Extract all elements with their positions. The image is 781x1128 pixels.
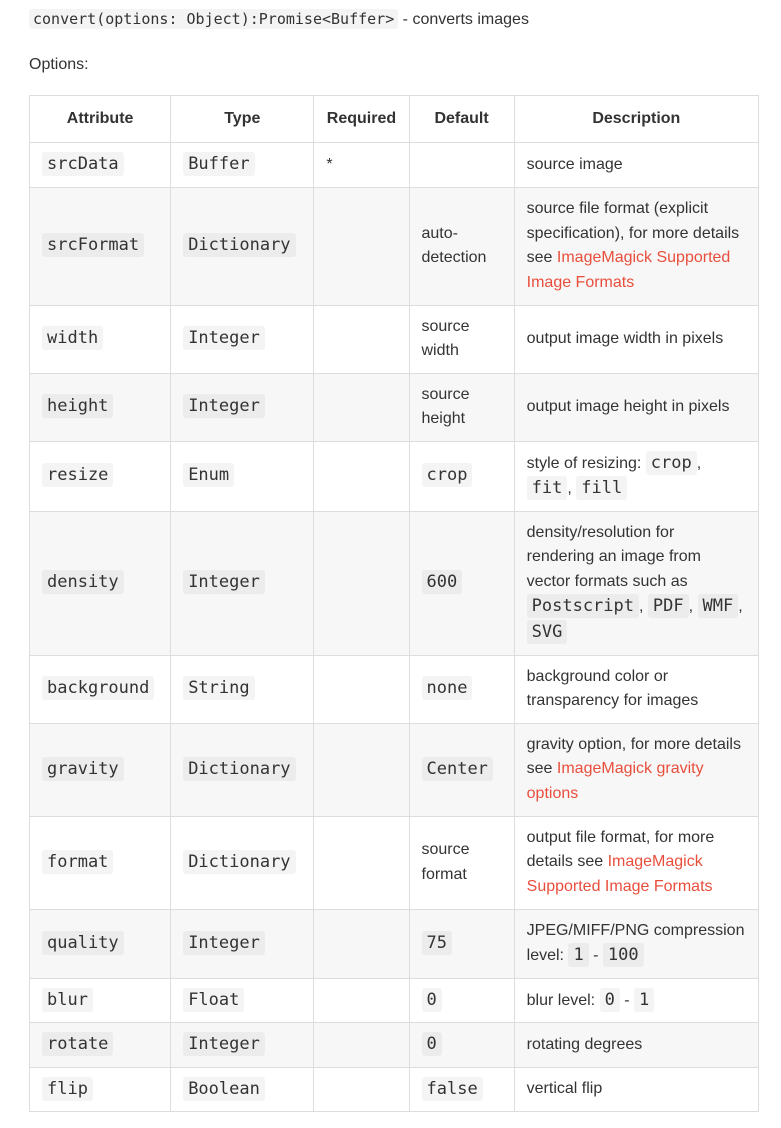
desc-cell	[514, 723, 758, 816]
required-cell	[314, 1023, 409, 1068]
type-cell	[171, 1023, 314, 1068]
desc-text: density/resolution for rendering an image from vector formats such as	[526, 523, 701, 590]
default-code: 0	[422, 988, 442, 1012]
type-code: Boolean	[183, 1077, 265, 1101]
range-min: 1	[568, 943, 588, 967]
function-signature	[29, 6, 529, 33]
type-cell	[171, 816, 314, 909]
default-cell	[409, 978, 514, 1023]
table-row	[30, 187, 759, 305]
default-cell	[409, 723, 514, 816]
default-cell: source format	[409, 816, 514, 909]
default-cell	[409, 1023, 514, 1068]
type-cell	[171, 187, 314, 305]
type-cell	[171, 909, 314, 978]
desc-cell: output image height in pixels	[514, 373, 758, 441]
default-code: Center	[422, 757, 493, 781]
required-cell	[314, 655, 409, 723]
required-cell	[314, 187, 409, 305]
table-row	[30, 909, 759, 978]
default-cell: auto-detection	[409, 187, 514, 305]
attr-cell	[30, 1067, 171, 1112]
attr-code: flip	[42, 1077, 93, 1101]
desc-text: style of resizing:	[526, 454, 646, 472]
type-cell	[171, 511, 314, 655]
desc-text: output file format, for more details see	[526, 828, 715, 871]
default-cell	[409, 909, 514, 978]
type-code: String	[183, 676, 254, 700]
required-cell	[314, 305, 409, 373]
desc-cell: vertical flip	[514, 1067, 758, 1112]
attr-cell	[30, 373, 171, 441]
resize-option: fit	[527, 476, 568, 500]
table-row	[30, 373, 759, 441]
attr-cell	[30, 816, 171, 909]
range-separator: -	[624, 991, 630, 1009]
range-max: 1	[634, 988, 654, 1012]
vector-format: WMF	[698, 594, 739, 618]
desc-text: blur level:	[526, 991, 600, 1009]
attr-code: width	[42, 326, 103, 350]
required-cell	[314, 816, 409, 909]
attr-cell	[30, 143, 171, 188]
default-cell: source width	[409, 305, 514, 373]
imagemagick-formats-link[interactable]: ImageMagick Supported Image Formats	[526, 853, 713, 895]
attr-cell	[30, 978, 171, 1023]
vector-format: SVG	[527, 620, 568, 644]
resize-option: crop	[646, 451, 697, 475]
type-cell	[171, 305, 314, 373]
default-code: false	[422, 1077, 483, 1101]
type-cell	[171, 143, 314, 188]
required-cell	[314, 909, 409, 978]
attr-cell	[30, 187, 171, 305]
type-code: Integer	[183, 326, 265, 350]
desc-cell: background color or transparency for images	[514, 655, 758, 723]
required-cell	[314, 511, 409, 655]
attr-code: srcFormat	[42, 233, 144, 257]
attr-code: quality	[42, 931, 124, 955]
desc-cell: source image	[514, 143, 758, 188]
attr-code: srcData	[42, 152, 124, 176]
desc-cell: output image width in pixels	[514, 305, 758, 373]
desc-text: source file format (explicit specification), for more details see	[526, 200, 740, 266]
desc-cell	[514, 187, 758, 305]
type-cell	[171, 373, 314, 441]
type-cell	[171, 978, 314, 1023]
default-cell	[409, 143, 514, 188]
desc-cell: rotating degrees	[514, 1023, 758, 1068]
table-row	[30, 723, 759, 816]
default-code: 0	[422, 1032, 442, 1056]
default-code: crop	[422, 463, 473, 487]
attr-code: resize	[42, 463, 113, 487]
table-row	[30, 1067, 759, 1112]
type-cell	[171, 723, 314, 816]
vector-format: PDF	[648, 594, 689, 618]
attr-cell	[30, 909, 171, 978]
signature-text: - converts images	[398, 11, 529, 28]
attr-code: background	[42, 676, 154, 700]
type-cell	[171, 441, 314, 511]
type-cell	[171, 1067, 314, 1112]
header-default: Default	[409, 96, 514, 143]
attr-code: height	[42, 394, 113, 418]
default-cell: source height	[409, 373, 514, 441]
attr-cell	[30, 305, 171, 373]
attr-cell	[30, 511, 171, 655]
vector-format: Postscript	[527, 594, 639, 618]
type-code: Integer	[183, 394, 265, 418]
header-type: Type	[171, 96, 314, 143]
type-code: Dictionary	[183, 850, 295, 874]
type-code: Integer	[183, 931, 265, 955]
attr-code: blur	[42, 988, 93, 1012]
type-code: Enum	[183, 463, 234, 487]
resize-option: fill	[576, 476, 627, 500]
imagemagick-formats-link[interactable]: ImageMagick Supported Image Formats	[526, 249, 731, 291]
table-row	[30, 978, 759, 1023]
range-min: 0	[600, 988, 620, 1012]
table-row	[30, 655, 759, 723]
type-cell	[171, 655, 314, 723]
range-max: 100	[603, 943, 644, 967]
table-header-row	[30, 96, 759, 143]
desc-cell	[514, 978, 758, 1023]
attr-code: density	[42, 570, 124, 594]
table-row	[30, 143, 759, 188]
desc-cell: style of resizing: crop , fit , fill	[514, 441, 758, 511]
table-row	[30, 305, 759, 373]
attr-cell	[30, 1023, 171, 1068]
required-cell	[314, 1067, 409, 1112]
desc-text: JPEG/MIFF/PNG compression level:	[526, 921, 745, 964]
attr-code: rotate	[42, 1032, 113, 1056]
required-cell: *	[314, 143, 409, 188]
desc-text: gravity option, for more details see	[526, 735, 741, 778]
desc-cell	[514, 909, 758, 978]
attr-cell	[30, 723, 171, 816]
table-row	[30, 816, 759, 909]
attr-code: gravity	[42, 757, 124, 781]
type-code: Buffer	[183, 152, 254, 176]
table-row	[30, 441, 759, 511]
desc-cell: density/resolution for rendering an image from vector formats such as Postscript , PDF , WMF , SVG	[514, 511, 758, 655]
required-cell	[314, 978, 409, 1023]
header-description: Description	[514, 96, 758, 143]
signature-code: convert(options: Object):Promise<Buffer>	[29, 9, 398, 29]
required-cell	[314, 723, 409, 816]
default-cell	[409, 1067, 514, 1112]
required-cell	[314, 373, 409, 441]
type-code: Float	[183, 988, 244, 1012]
type-code: Dictionary	[183, 233, 295, 257]
range-separator: -	[593, 947, 599, 964]
default-cell	[409, 441, 514, 511]
header-required: Required	[314, 96, 409, 143]
header-attribute: Attribute	[30, 96, 171, 143]
attr-code: format	[42, 850, 113, 874]
options-table	[29, 95, 759, 1112]
imagemagick-gravity-link[interactable]: ImageMagick gravity options	[526, 760, 704, 802]
options-label: Options:	[29, 56, 89, 73]
table-row	[30, 1023, 759, 1068]
default-cell	[409, 655, 514, 723]
required-cell	[314, 441, 409, 511]
desc-cell	[514, 816, 758, 909]
attr-cell	[30, 655, 171, 723]
type-code: Dictionary	[183, 757, 295, 781]
attr-cell	[30, 441, 171, 511]
default-code: 600	[422, 570, 463, 594]
type-code: Integer	[183, 570, 265, 594]
default-code: none	[422, 676, 473, 700]
default-code: 75	[422, 931, 452, 955]
default-cell	[409, 511, 514, 655]
type-code: Integer	[183, 1032, 265, 1056]
table-row	[30, 511, 759, 655]
